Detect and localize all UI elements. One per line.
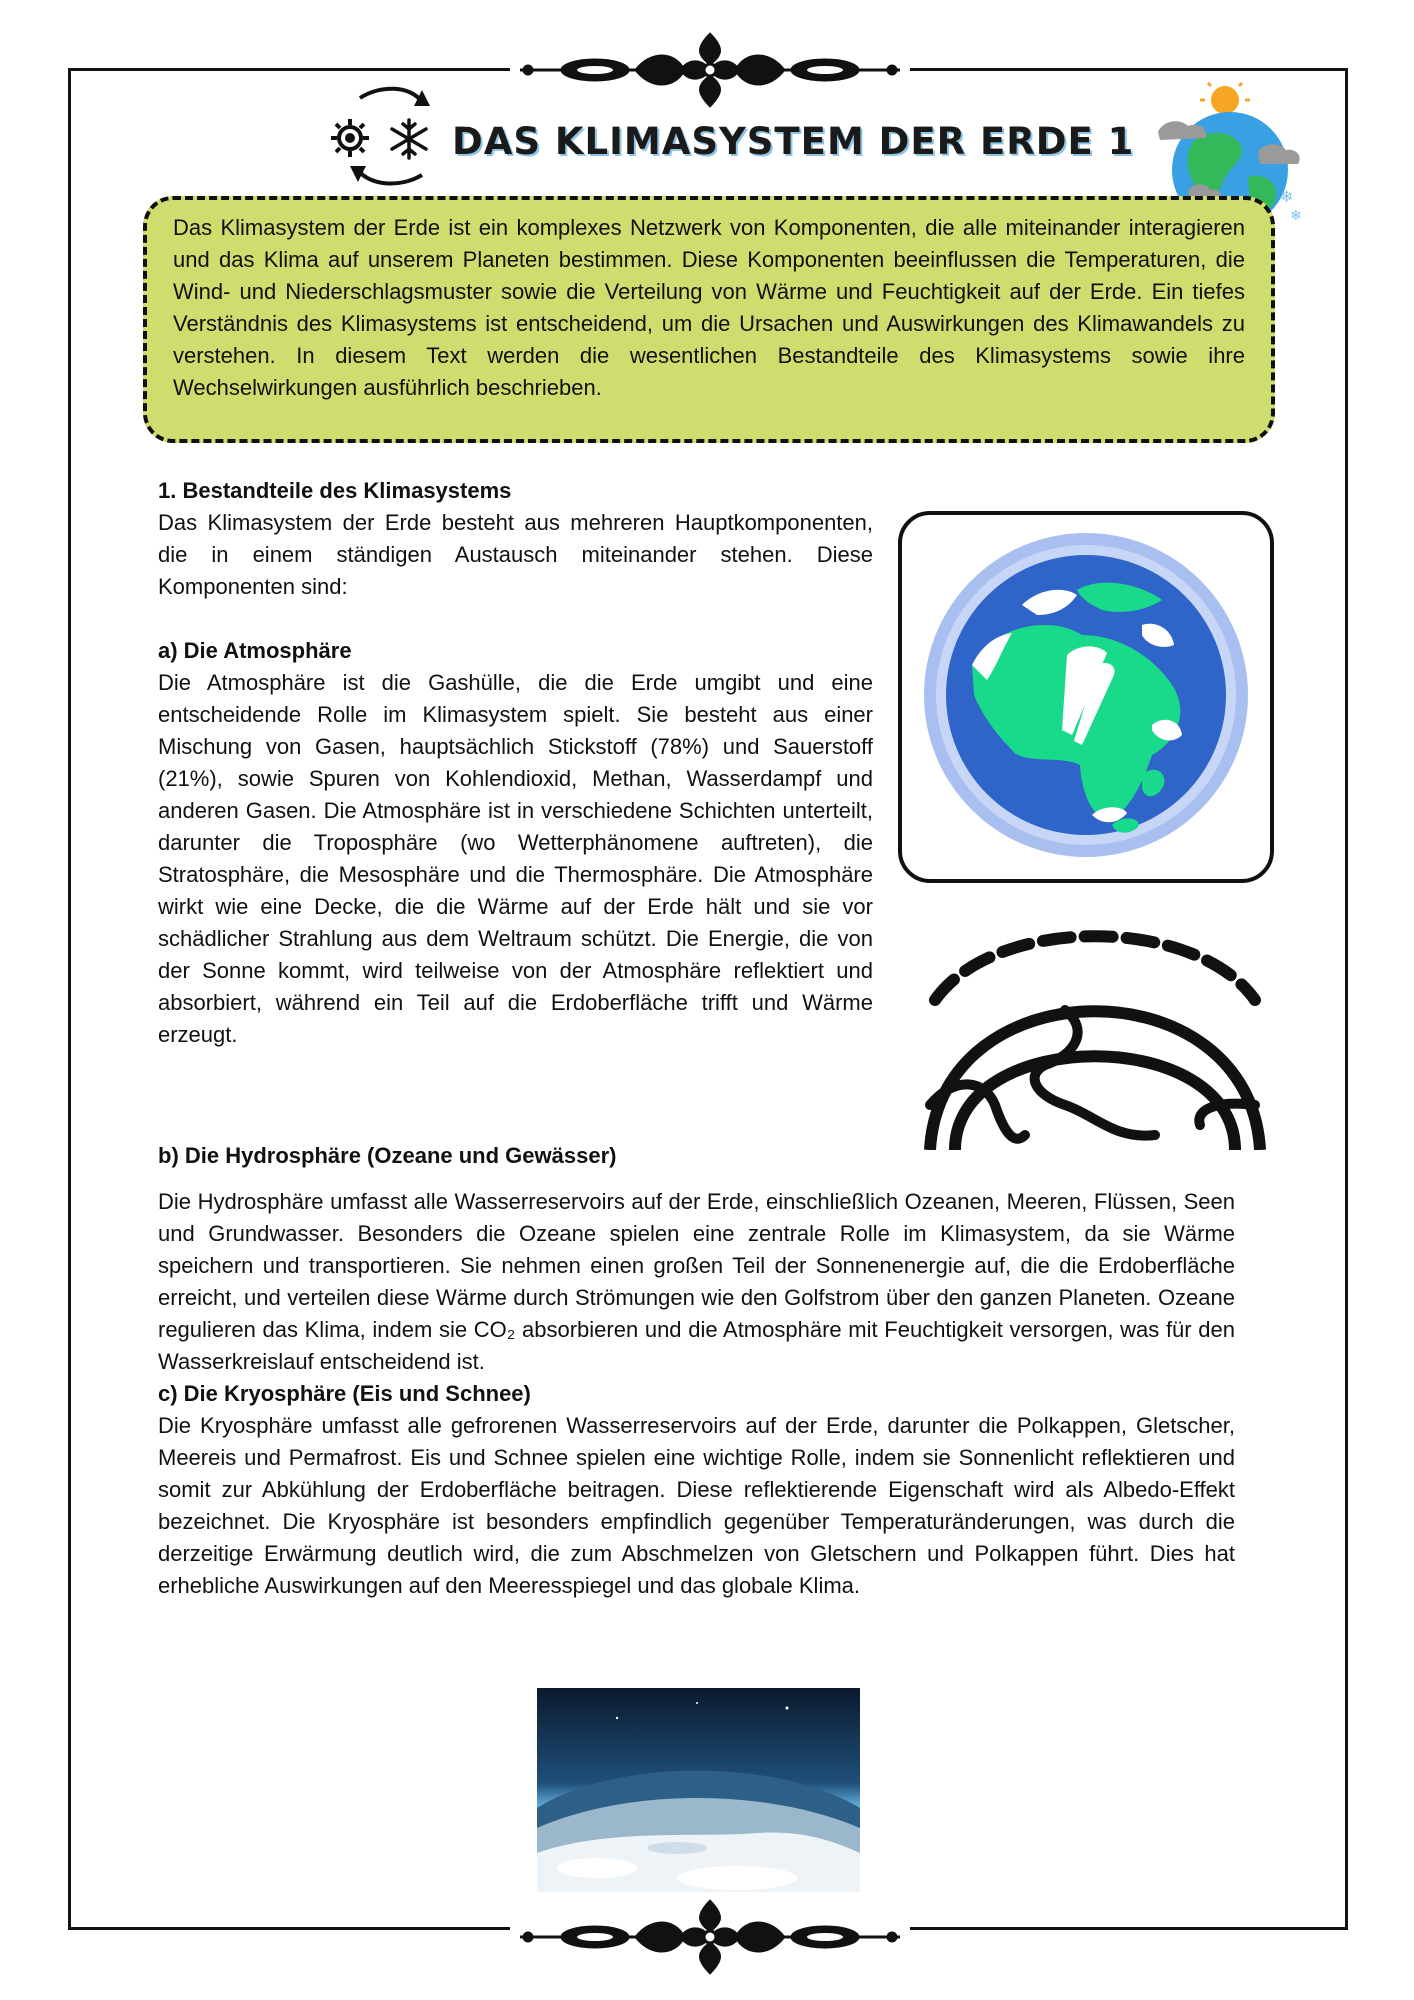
hydrosphere-heading: b) Die Hydrosphäre (Ozeane und Gewässer) [158, 1143, 617, 1168]
atmosphere-layer-icon [915, 905, 1275, 1150]
section-components [158, 475, 873, 1051]
section-hydrosphere-body [158, 1186, 1235, 1602]
section-heading: 1. Bestandteile des Klimasystems [158, 478, 512, 503]
intro-text: Das Klimasystem der Erde ist ein komplexes Netzwerk von Komponenten, die alle miteinander interagieren und das Klima auf unserem Planeten bestimmen. Diese Komponenten beeinflussen die Temperaturen, die Wind- und Niederschlagsmuster sowie die Verteilung von Wärme und Feuchtigkeit auf der Erde. Ein tiefes Verständnis des Klimasystems ist entscheidend, um die Ursachen und Auswirkungen des Klimawandels zu verstehen. In diesem Text werden die wesentlichen Bestandteile des Klimasystems sowie ihre Wechselwirkungen ausführlich beschrieben. [173, 215, 1245, 400]
svg-text:❄: ❄ [1280, 187, 1294, 206]
title-block [330, 80, 1135, 190]
earth-from-space-image [537, 1688, 860, 1900]
cryosphere-text: Die Kryosphäre umfasst alle gefrorenen Wasserreservoirs auf der Erde, darunter die Polkappen, Gletscher, Meereis und Permafrost. Eis und Schnee spielen eine wichtige Rolle, indem sie Sonnenlicht reflektieren und somit zur Abkühlung der Erdoberfläche beitragen. Diese reflektierende Eigenschaft wird als Albedo-Effekt bezeichnet. Die Kryosphäre ist besonders empfindlich gegenüber Temperaturänderungen, was durch die derzeitige Erwärmung deutlich wird, die zum Abschmelzen von Gletschern und Polkappen führt. Dies hat erhebliche Auswirkungen auf den Meeresspiegel und das globale Klima. [158, 1413, 1235, 1598]
section-hydrosphere [158, 1140, 1235, 1172]
sun-gear-icon [330, 118, 370, 158]
page-title: DAS KLIMASYSTEM DER ERDE 1 [452, 120, 1135, 163]
hydrosphere-text: Die Hydrosphäre umfasst alle Wasserreservoirs auf der Erde, einschließlich Ozeanen, Meeren, Flüssen, Seen und Grundwasser. Besonders die Ozeane spielen eine zentrale Rolle im Klimasystem, da sie Wärme speichern und transportieren. Sie nehmen einen großen Teil der Sonnenenergie auf, die die Erdoberfläche erreicht, und verteilen diese Wärme durch Strömungen wie den Golfstrom über den ganzen Planeten. Ozeane regulieren das Klima, indem sie CO₂ absorbieren und die Atmosphäre mit Feuchtigkeit versorgen, was für den Wasserkreislauf entscheidend ist. [158, 1189, 1235, 1374]
snowflake-icon [388, 118, 430, 160]
intro-box [143, 196, 1275, 443]
ornament-bottom-icon [510, 1892, 910, 1982]
atmosphere-heading: a) Die Atmosphäre [158, 638, 352, 663]
section-text: Das Klimasystem der Erde besteht aus mehreren Hauptkomponenten, die in einem ständigen Austausch miteinander stehen. Diese Komponenten sind: [158, 510, 873, 599]
svg-text:❄: ❄ [1290, 208, 1302, 224]
cryosphere-heading: c) Die Kryosphäre (Eis und Schnee) [158, 1381, 531, 1406]
globe-icon [902, 515, 1270, 879]
atmosphere-text: Die Atmosphäre ist die Gashülle, die die Erde umgibt und eine entscheidende Rolle im Klimasystem spielt. Sie besteht aus einer Mischung von Gasen, hauptsächlich Stickstoff (78%) und Sauerstoff (21%), sowie Spuren von Kohlendioxid, Methan, Wasserdampf und anderen Gasen. Die Atmosphäre ist in verschiedene Schichten unterteilt, darunter die Troposphäre (wo Wetterphänomene auftreten), die Stratosphäre, die Mesosphäre und die Thermosphäre. Die Atmosphäre wirkt wie eine Decke, die die Wärme auf der Erde hält und sie vor schädlicher Strahlung aus dem Weltraum schützt. Die Energie, die von der Sonne kommt, wird teilweise von der Atmosphäre reflektiert und absorbiert, während ein Teil auf die Erdoberfläche trifft und Wärme erzeugt. [158, 670, 873, 1047]
globe-card [898, 511, 1274, 883]
